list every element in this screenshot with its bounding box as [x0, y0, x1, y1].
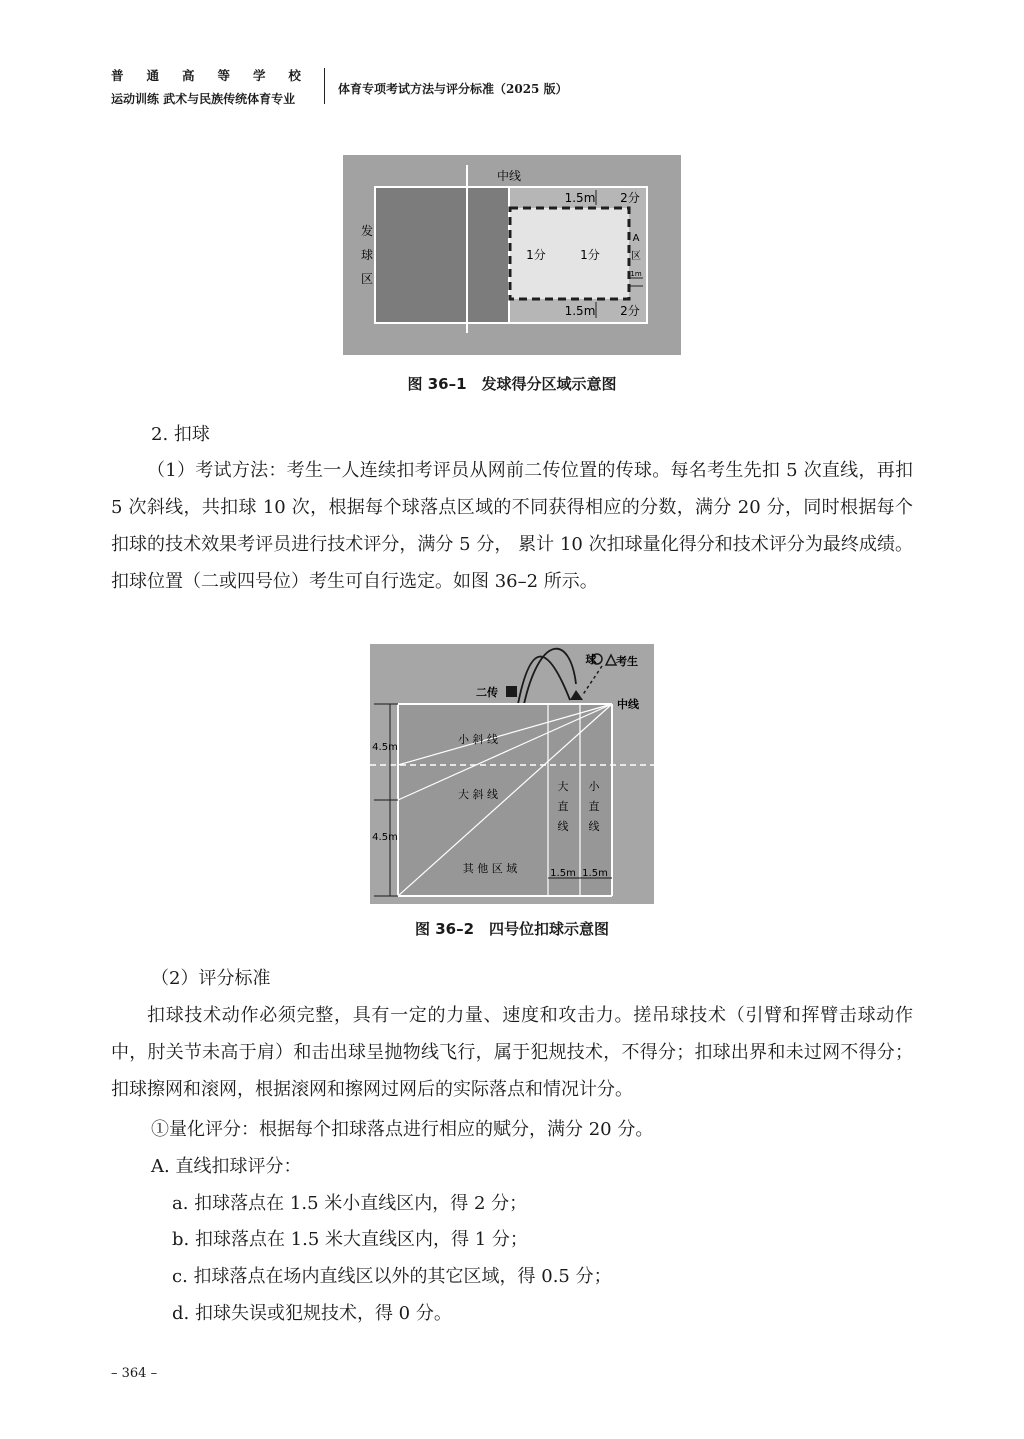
inner-score-label: 1分 — [526, 248, 546, 262]
scoring-item: d. 扣球失误或犯规技术，得 0 分。 — [172, 1303, 452, 1324]
serve-zone-label: 球 — [360, 248, 374, 262]
ball-label: 球 — [585, 653, 597, 666]
center-line-label: 中线 — [496, 169, 522, 183]
major-subtitle: 运动训练 武术与民族传统体育专业 — [111, 92, 296, 106]
small-straight-label: 线 — [588, 820, 600, 833]
zone-a-label: 区 — [631, 251, 641, 262]
header-divider — [324, 68, 325, 104]
setter-label: 二传 — [476, 686, 498, 699]
small-straight-label: 小 — [588, 780, 600, 793]
big-straight-label: 直 — [557, 800, 569, 813]
one-meter-label: 1m — [630, 270, 642, 278]
serve-zone-label: 区 — [360, 272, 374, 286]
distance-label: 1.5m — [550, 868, 576, 879]
scoring-heading: （2）评分标准 — [151, 968, 271, 989]
school-char: 学 — [252, 68, 266, 83]
school-char: 普 — [111, 68, 124, 83]
straight-spike-heading: A. 直线扣球评分： — [151, 1156, 302, 1177]
scoring-item: b. 扣球落点在 1.5 米大直线区内，得 1 分； — [172, 1229, 528, 1250]
figure-caption: 图 36–1 发球得分区域示意图 — [407, 375, 617, 393]
figure-caption: 图 36–2 四号位扣球示意图 — [414, 920, 610, 938]
small-straight-label: 直 — [588, 800, 600, 813]
distance-label: 1.5m — [582, 868, 608, 879]
center-line-label: 中线 — [617, 698, 639, 711]
book-title: 体育专项考试方法与评分标准（2025 版） — [338, 82, 568, 96]
height-label: 4.5m — [372, 832, 398, 843]
score-label-bottom: 2分 — [620, 304, 640, 318]
spike-zone-diagram — [370, 644, 654, 904]
distance-label-top: 1.5m — [564, 191, 596, 205]
body-paragraph: 扣球技术动作必须完整，具有一定的力量、速度和攻击力。搓吊球技术（引臂和挥臂击球动作中，肘关节未高于肩）和击出球呈抛物线飞行，属于犯规技术，不得分；扣球出界和未过网不得分；扣球擦网和滚网，根据滚网和擦网过网后的实际落点和情况计分。 — [111, 1005, 913, 1100]
big-straight-label: 大 — [557, 780, 569, 793]
method-text-block — [111, 452, 913, 600]
inner-score-label: 1分 — [580, 248, 600, 262]
quant-scoring-line: ①量化评分：根据每个扣球落点进行相应的赋分，满分 20 分。 — [151, 1119, 654, 1140]
scoring-text-block — [111, 997, 913, 1108]
figure-serve-zones — [343, 155, 681, 355]
figure-spike-diagram — [370, 644, 654, 904]
serve-zone-diagram — [343, 155, 681, 355]
school-type-label — [111, 66, 301, 84]
running-header-left — [111, 66, 311, 107]
school-char: 校 — [288, 68, 301, 83]
school-char: 通 — [146, 68, 159, 83]
school-char: 高 — [181, 68, 195, 83]
scoring-item: c. 扣球落点在场内直线区以外的其它区域，得 0.5 分； — [172, 1266, 612, 1287]
small-diagonal-label: 小 斜 线 — [458, 733, 498, 746]
height-label: 4.5m — [372, 742, 398, 753]
examinee-label: 考生 — [616, 655, 638, 668]
big-straight-label: 线 — [557, 820, 569, 833]
serve-zone-label: 发 — [360, 224, 374, 238]
scoring-item: a. 扣球落点在 1.5 米小直线区内，得 2 分； — [172, 1193, 528, 1214]
zone-a-label: A — [632, 233, 640, 244]
page-number: – 364 – — [111, 1366, 158, 1381]
distance-label-bottom: 1.5m — [564, 304, 596, 318]
school-char: 等 — [217, 68, 230, 83]
other-zone-label: 其 他 区 域 — [462, 862, 518, 875]
score-label-top: 2分 — [620, 191, 640, 205]
section-heading: 2. 扣球 — [151, 424, 210, 445]
body-paragraph: （1）考试方法：考生一人连续扣考评员从网前二传位置的传球。每名考生先扣 5 次直线，再扣 5 次斜线，共扣球 10 次，根据每个球落点区域的不同获得相应的分数，满分 20 分，同时根据每个扣球的技术效果考评员进行技术评分，满分 5 分， 累计 10 次扣球量化得分和技术评分为最终成绩。扣球位置（二或四号位）考生可自行选定。如图 36–2 所示。 — [111, 460, 913, 592]
big-diagonal-label: 大 斜 线 — [458, 788, 498, 801]
